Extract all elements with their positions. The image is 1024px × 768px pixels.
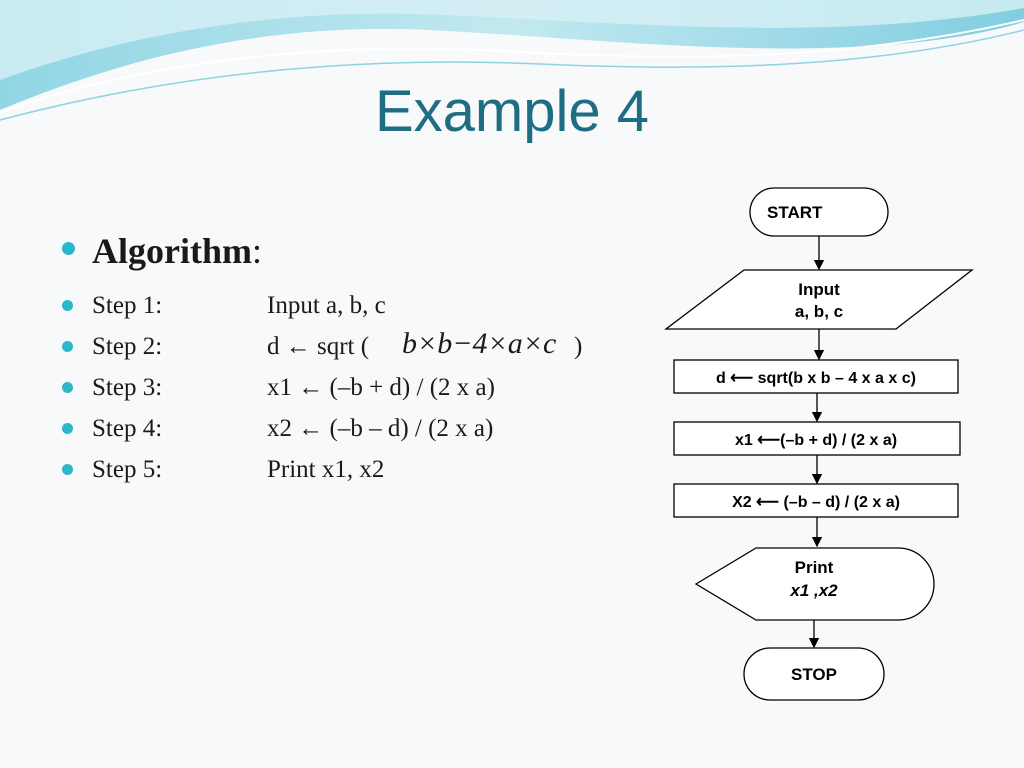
step-text: Input a, b, c [267,292,386,319]
print-values: x1 ,x2 [790,581,838,600]
compute-x2-label: X2 ⟵ (–b – d) / (2 x a) [732,494,900,511]
bullet-icon [62,382,73,393]
bullet-icon [62,464,73,475]
bullet-icon [62,242,75,255]
bullet-icon [62,423,73,434]
slide-title: Example 4 [374,79,650,144]
bullet-icon [62,300,73,311]
step-text: Print x1, x2 [267,456,385,483]
compute-d-label: d ⟵ sqrt(b x b – 4 x a x c) [716,370,916,387]
start-label: START [767,203,823,222]
input-label: Input [798,280,840,299]
step-label: Step 5: [92,456,163,483]
step-label: Step 2: [92,333,163,360]
step-label: Step 1: [92,292,163,319]
step-label: Step 4: [92,415,163,442]
step-text: x1 ← (–b + d) / (2 x a) [267,374,495,401]
stop-label: STOP [791,665,837,684]
input-values: a, b, c [794,302,844,321]
bullet-icon [62,341,73,352]
heading-colon: : [251,231,262,271]
print-label: Print [794,558,834,577]
step-label: Step 3: [92,374,163,401]
step-text: x2 ← (–b – d) / (2 x a) [267,415,494,442]
algorithm-heading-text: Algorithm [92,231,252,271]
step-math-expression: b×b−4×a×c [402,327,557,360]
compute-x1-label: x1 ⟵(–b + d) / (2 x a) [734,432,898,449]
flowchart [660,183,990,708]
step-close-paren: ) [574,333,583,360]
step-text: d ← sqrt ( [267,333,370,360]
